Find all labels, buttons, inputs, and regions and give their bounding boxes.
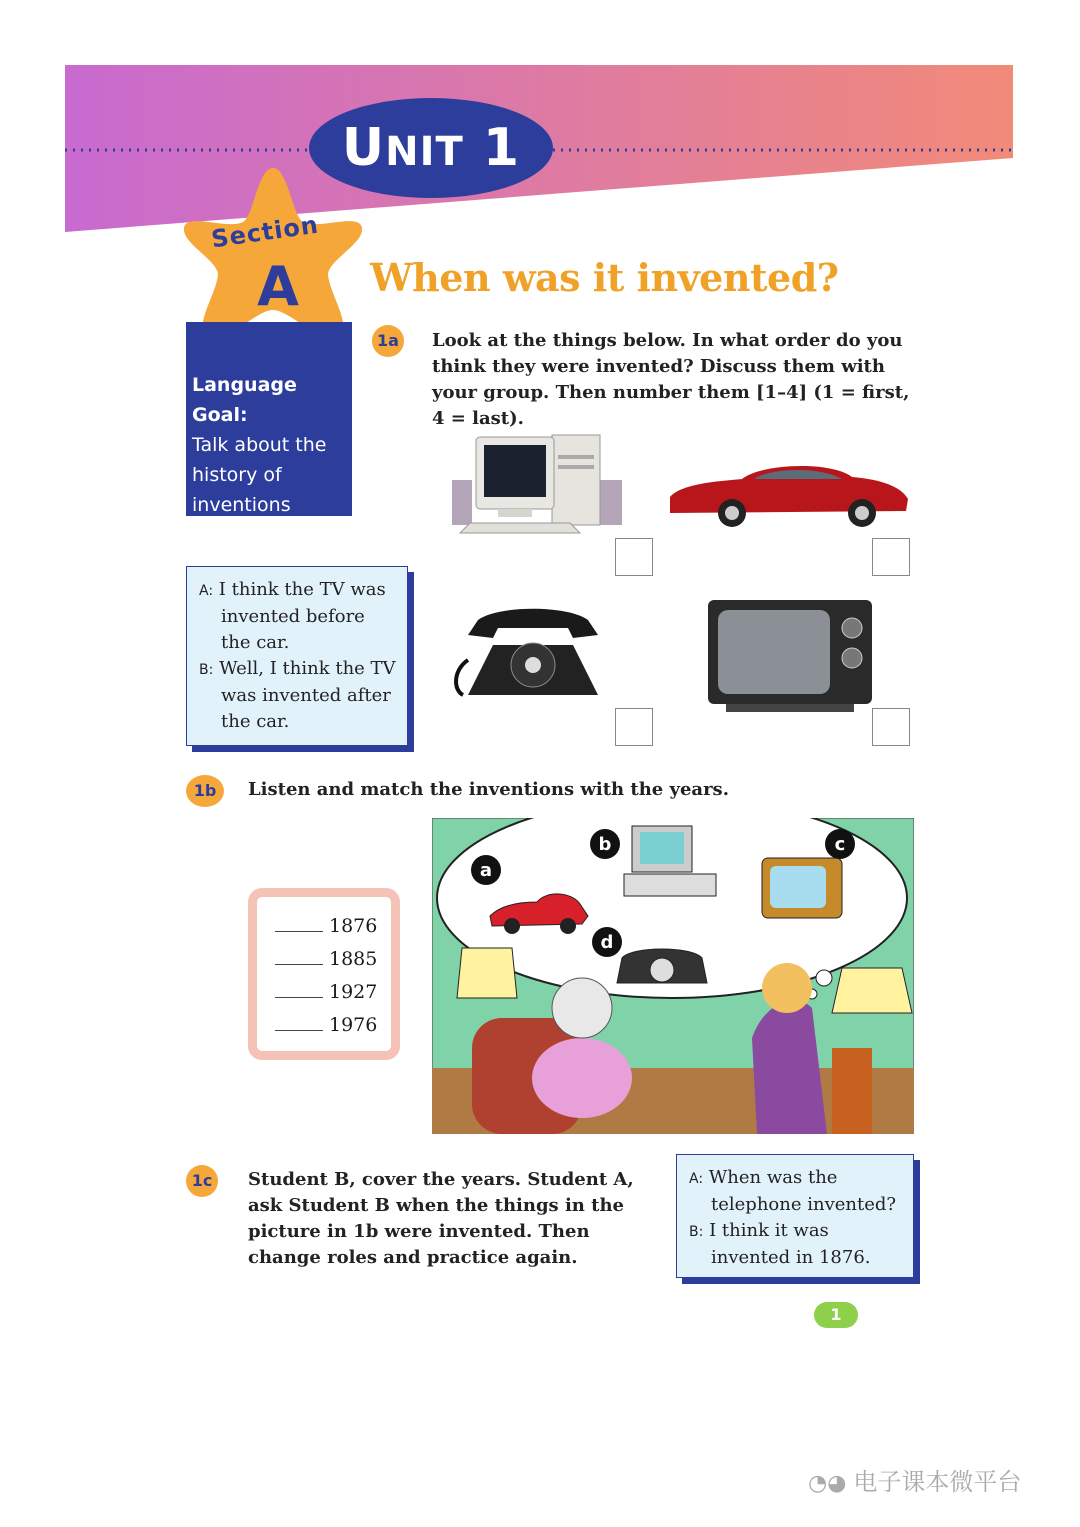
telephone-icon bbox=[448, 600, 618, 710]
order-answer-box[interactable] bbox=[615, 708, 653, 746]
year-row: 1876 bbox=[275, 915, 385, 937]
language-goal-box bbox=[186, 322, 352, 516]
section-letter: A bbox=[257, 255, 299, 318]
goal-label: Language Goal: bbox=[192, 374, 297, 426]
exercise-1b-badge: 1b bbox=[186, 775, 224, 807]
dialog-line-b: B: I think it was invented in 1876. bbox=[689, 1220, 871, 1268]
dialog-line-b: B: Well, I think the TV was invented after the car. bbox=[199, 658, 396, 732]
answer-blank[interactable] bbox=[275, 983, 323, 998]
dialog-line-a: A: I think the TV was invented before the car. bbox=[199, 579, 386, 653]
goal-text: Talk about the history of inventions bbox=[192, 434, 327, 516]
section-label: Section bbox=[209, 210, 321, 254]
exercise-1b-instruction: Listen and match the inventions with the years. bbox=[248, 779, 729, 800]
dialog-box-2 bbox=[676, 1154, 914, 1278]
exercise-1a-instruction: Look at the things below. In what order do you think they were invented? Discuss them with your group. Then number them [1–4] (1 = first, 4 = last). bbox=[432, 330, 910, 429]
year-row: 1976 bbox=[275, 1014, 385, 1036]
order-answer-box[interactable] bbox=[615, 538, 653, 576]
page-title: When was it invented? bbox=[370, 255, 839, 300]
exercise-1a-badge: 1a bbox=[372, 325, 404, 357]
picture-label-a: a bbox=[479, 860, 493, 881]
picture-label-d: d bbox=[600, 932, 614, 953]
unit-heading: UNIT 1 bbox=[309, 98, 553, 198]
answer-blank[interactable] bbox=[275, 950, 323, 965]
dialog-box-1 bbox=[186, 566, 408, 746]
year-row: 1927 bbox=[275, 981, 385, 1003]
year-row: 1885 bbox=[275, 948, 385, 970]
picture-label-b: b bbox=[598, 834, 612, 855]
answer-blank[interactable] bbox=[275, 917, 323, 932]
years-box bbox=[248, 888, 400, 1060]
car-icon bbox=[662, 455, 912, 535]
answer-blank[interactable] bbox=[275, 1016, 323, 1031]
page-number: 1 bbox=[814, 1302, 858, 1328]
order-answer-box[interactable] bbox=[872, 708, 910, 746]
exercise-1c-instruction: Student B, cover the years. Student A, ask Student B when the things in the picture in 1b were invented. Then change roles and practice again. bbox=[248, 1169, 634, 1268]
order-answer-box[interactable] bbox=[872, 538, 910, 576]
exercise-1c-badge: 1c bbox=[186, 1165, 218, 1197]
picture-label-c: c bbox=[834, 834, 846, 855]
computer-icon bbox=[440, 425, 630, 540]
wechat-icon: ◔◕ bbox=[808, 1471, 854, 1496]
inventions-illustration bbox=[432, 818, 914, 1134]
dialog-line-a: A: When was the telephone invented? bbox=[689, 1167, 897, 1215]
tv-icon bbox=[706, 598, 876, 716]
watermark: ◔◕ 电子课本微平台 bbox=[808, 1468, 1022, 1496]
